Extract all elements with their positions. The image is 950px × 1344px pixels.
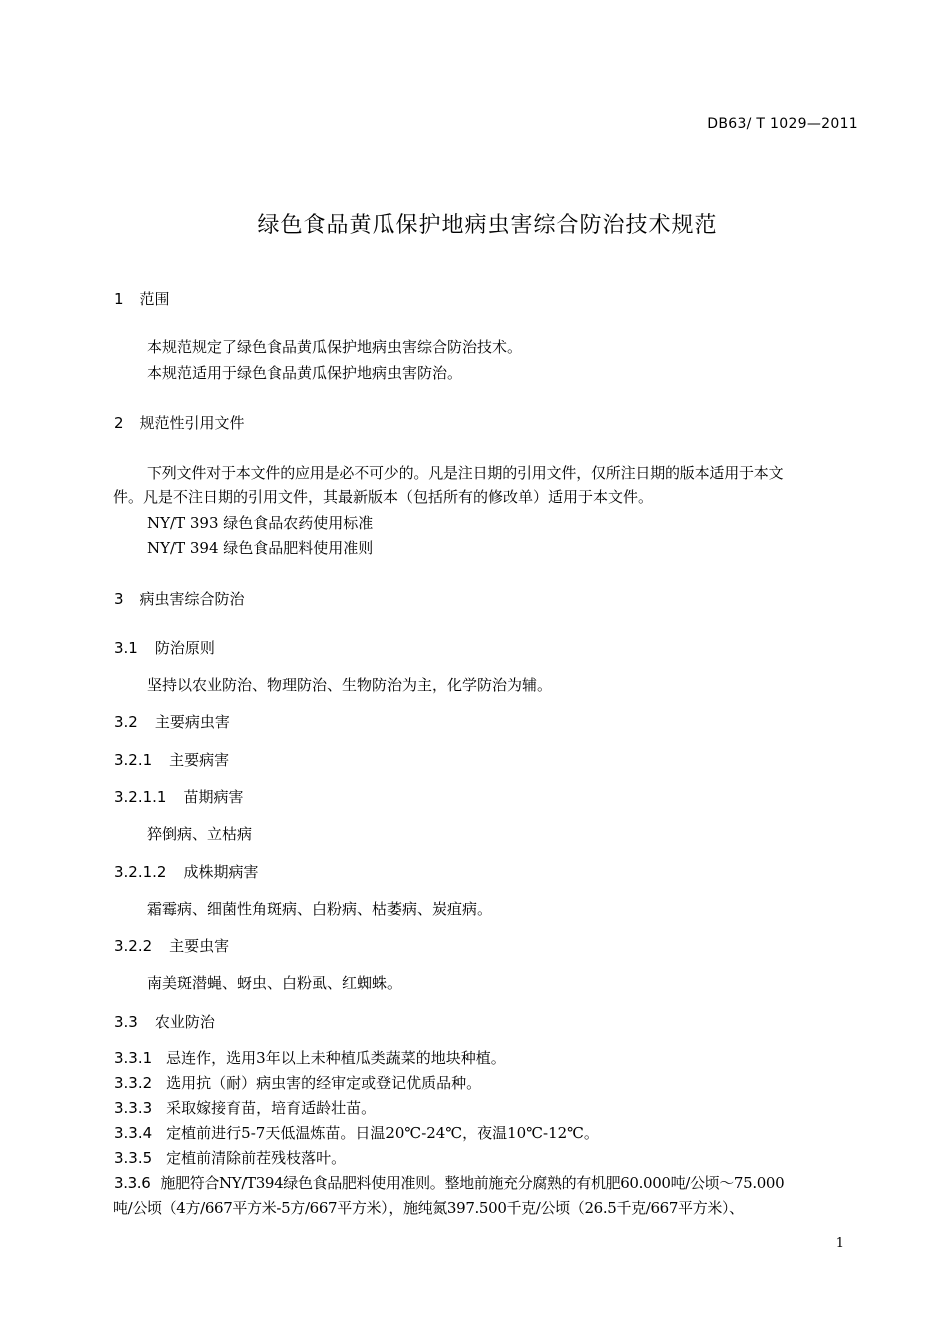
clause-text: 采取嫁接育苗，培育适龄壮苗。 <box>166 1099 377 1117</box>
section-3-heading <box>114 588 245 609</box>
subsection-3-2-heading <box>114 711 230 732</box>
clause-item <box>114 1047 506 1068</box>
clause-item <box>114 1072 481 1093</box>
clause-number: 3.3.3 <box>114 1099 153 1117</box>
subsection-3-3-heading <box>114 1011 215 1032</box>
section-number: 3 <box>114 590 124 608</box>
clause-item <box>114 1147 346 1168</box>
clause-text: 忌连作，选用3年以上未种植瓜类蔬菜的地块种植。 <box>166 1049 506 1067</box>
section-number: 3.2 <box>114 713 138 731</box>
clause-item <box>114 1172 784 1193</box>
clause-text: 定植前进行5-7天低温炼苗。日温20℃-24℃，夜温10℃-12℃。 <box>166 1124 599 1142</box>
section-title: 范围 <box>139 290 170 308</box>
section-number: 3.3 <box>114 1013 138 1031</box>
clause-continuation: 吨/公顷（4方/667平方米-5方/667平方米），施纯氮397.500千克/公顷（26.5千克/667平方米）、 <box>113 1199 744 1217</box>
section-title: 成株期病害 <box>183 863 259 881</box>
clause-text: 施肥符合NY/T394绿色食品肥料使用准则。整地前施充分腐熟的有机肥60.000吨/公顷～75.000 <box>160 1174 785 1192</box>
reference-item: NY/T 394 绿色食品肥料使用准则 <box>147 539 374 557</box>
section-number: 3.1 <box>114 639 138 657</box>
subsection-3-2-2-heading <box>114 935 229 956</box>
section-title: 主要病虫害 <box>154 713 230 731</box>
section-title: 主要病害 <box>169 751 230 769</box>
subsection-3-1-heading <box>114 637 215 658</box>
subsection-3-2-1-heading <box>114 749 229 770</box>
section-1-heading <box>114 288 170 309</box>
section-number: 3.2.1.2 <box>114 863 167 881</box>
section-number: 3.2.1 <box>114 751 153 769</box>
paragraph: 下列文件对于本文件的应用是必不可少的。凡是注日期的引用文件，仅所注日期的版本适用于本文 <box>147 464 784 482</box>
section-number: 3.2.1.1 <box>114 788 167 806</box>
section-number: 3.2.2 <box>114 937 153 955</box>
subsection-3-2-1-1-heading <box>114 786 244 807</box>
clause-number: 3.3.6 <box>114 1174 151 1192</box>
section-title: 病虫害综合防治 <box>139 590 245 608</box>
paragraph: 本规范规定了绿色食品黄瓜保护地病虫害综合防治技术。 <box>147 338 523 356</box>
page-number: 1 <box>835 1236 844 1251</box>
paragraph: 南美斑潜蝇、蚜虫、白粉虱、红蜘蛛。 <box>147 974 403 992</box>
reference-item: NY/T 393 绿色食品农药使用标准 <box>147 514 374 532</box>
clause-text: 选用抗（耐）病虫害的经审定或登记优质品种。 <box>166 1074 482 1092</box>
section-title: 苗期病害 <box>183 788 244 806</box>
section-title: 规范性引用文件 <box>139 414 245 432</box>
clause-number: 3.3.4 <box>114 1124 153 1142</box>
standard-number: DB63/ T 1029—2011 <box>707 116 858 132</box>
section-number: 1 <box>114 290 124 308</box>
clause-item <box>114 1097 376 1118</box>
section-title: 主要虫害 <box>169 937 230 955</box>
paragraph: 猝倒病、立枯病 <box>147 825 253 843</box>
paragraph-continuation: 件。凡是不注日期的引用文件，其最新版本（包括所有的修改单）适用于本文件。 <box>113 488 654 506</box>
clause-number: 3.3.1 <box>114 1049 153 1067</box>
paragraph: 本规范适用于绿色食品黄瓜保护地病虫害防治。 <box>147 364 463 382</box>
clause-number: 3.3.5 <box>114 1149 153 1167</box>
section-2-heading <box>114 412 245 433</box>
paragraph: 坚持以农业防治、物理防治、生物防治为主，化学防治为辅。 <box>147 676 553 694</box>
section-number: 2 <box>114 414 124 432</box>
clause-text: 定植前清除前茬残枝落叶。 <box>166 1149 347 1167</box>
clause-number: 3.3.2 <box>114 1074 153 1092</box>
paragraph: 霜霉病、细菌性角斑病、白粉病、枯萎病、炭疽病。 <box>147 900 493 918</box>
clause-item <box>114 1122 599 1143</box>
subsection-3-2-1-2-heading <box>114 861 259 882</box>
section-title: 防治原则 <box>154 639 215 657</box>
section-title: 农业防治 <box>154 1013 215 1031</box>
document-title: 绿色食品黄瓜保护地病虫害综合防治技术规范 <box>257 213 718 238</box>
